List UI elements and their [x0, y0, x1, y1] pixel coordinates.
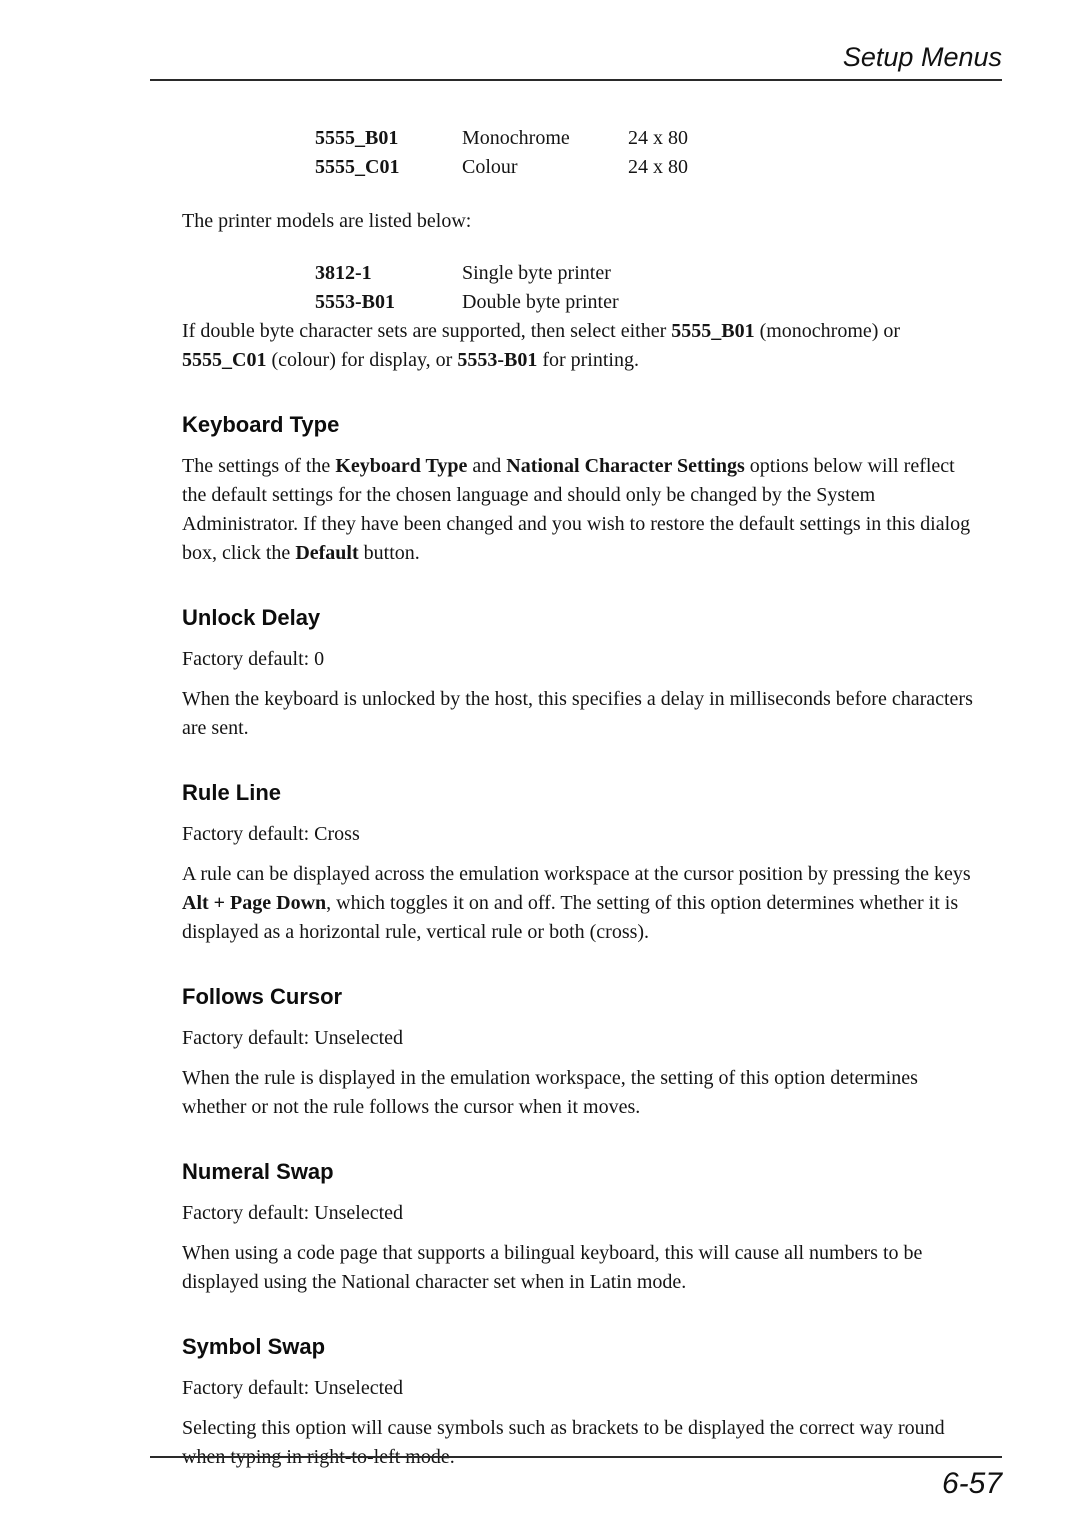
factory-default: Factory default: Cross [182, 823, 360, 845]
text-run: If double byte character sets are supported, then select either [182, 320, 672, 342]
model-row [315, 153, 978, 182]
page-title: Setup Menus [842, 42, 1002, 72]
factory-default: Factory default: Unselected [182, 1202, 404, 1224]
section-numeral-swap [182, 1159, 978, 1297]
section-paragraph [182, 452, 978, 568]
printer-models-table [315, 259, 978, 317]
model-row [315, 288, 978, 317]
double-byte-select-paragraph [182, 317, 978, 375]
section-rule-line [182, 780, 978, 947]
model-row [315, 124, 978, 153]
text-run: Keyboard Type [335, 455, 468, 477]
factory-default: Factory default: 0 [182, 648, 325, 670]
text-run: When using a code page that supports a bilingual keyboard, this will cause all numbers to be displayed using the National character set when in Latin mode. [182, 1242, 923, 1293]
printer-intro-paragraph: The printer models are listed below: [182, 210, 472, 232]
factory-default: Factory default: Unselected [182, 1377, 404, 1399]
text-run: A rule can be displayed across the emulation workspace at the cursor position by pressing the keys [182, 863, 971, 885]
sections-container [182, 412, 978, 1472]
model-size: 24 x 80 [628, 156, 688, 178]
model-number: 5555_C01 [315, 156, 400, 178]
page-header [150, 0, 1002, 81]
model-number: 5553-B01 [315, 291, 395, 313]
factory-default: Factory default: Unselected [182, 1027, 404, 1049]
text-run: When the keyboard is unlocked by the host, this specifies a delay in milliseconds before characters are sent. [182, 688, 973, 739]
section-heading: Rule Line [182, 780, 282, 805]
model-description: Monochrome [462, 127, 570, 149]
section-heading: Keyboard Type [182, 412, 340, 437]
model-row [315, 259, 978, 288]
text-run: When the rule is displayed in the emulation workspace, the setting of this option determines whether or not the rule follows the cursor when it moves. [182, 1067, 918, 1118]
text-run: options below will reflect the default settings for the chosen language and should only be changed by the System Administrator. If they have been changed and you wish to restore the default settings in this dialog box, click the [182, 455, 971, 564]
page-footer [150, 1456, 1002, 1501]
model-size: 24 x 80 [628, 127, 688, 149]
section-paragraph [182, 860, 978, 947]
section-keyboard-type [182, 412, 978, 568]
text-run: 5555_C01 [182, 349, 267, 371]
model-number: 5555_B01 [315, 127, 399, 149]
display-models-table [315, 124, 978, 182]
text-run: (colour) for display, or [266, 349, 458, 371]
section-symbol-swap [182, 1334, 978, 1472]
text-run: for printing. [537, 349, 639, 371]
section-heading: Symbol Swap [182, 1334, 326, 1359]
page-number: 6-57 [941, 1467, 1002, 1500]
model-description: Colour [462, 156, 518, 178]
text-run: 5555_B01 [671, 320, 755, 342]
section-heading: Follows Cursor [182, 984, 343, 1009]
model-number: 3812-1 [315, 262, 372, 284]
text-run: The settings of the [182, 455, 336, 477]
section-heading: Unlock Delay [182, 605, 321, 630]
text-run: Default [295, 542, 359, 564]
text-run: National Character Settings [506, 455, 745, 477]
section-paragraph [182, 1239, 978, 1297]
section-paragraph [182, 685, 978, 743]
text-run: (monochrome) or [754, 320, 901, 342]
model-description: Single byte printer [462, 262, 611, 284]
text-run: Selecting this option will cause symbols such as brackets to be displayed the correct way round when typing in right-to-left mode. [182, 1417, 945, 1468]
text-run: 5553-B01 [457, 349, 538, 371]
section-heading: Numeral Swap [182, 1159, 334, 1184]
model-description: Double byte printer [462, 291, 619, 313]
section-paragraph [182, 1064, 978, 1122]
text-run: Alt + Page Down [182, 892, 327, 914]
text-run: , which toggles it on and off. The setting of this option determines whether it is displayed as a horizontal rule, vertical rule or both (cross). [182, 892, 959, 943]
text-run: and [467, 455, 507, 477]
page-body [182, 124, 978, 1472]
section-follows-cursor [182, 984, 978, 1122]
text-run: button. [358, 542, 420, 564]
section-unlock-delay [182, 605, 978, 743]
